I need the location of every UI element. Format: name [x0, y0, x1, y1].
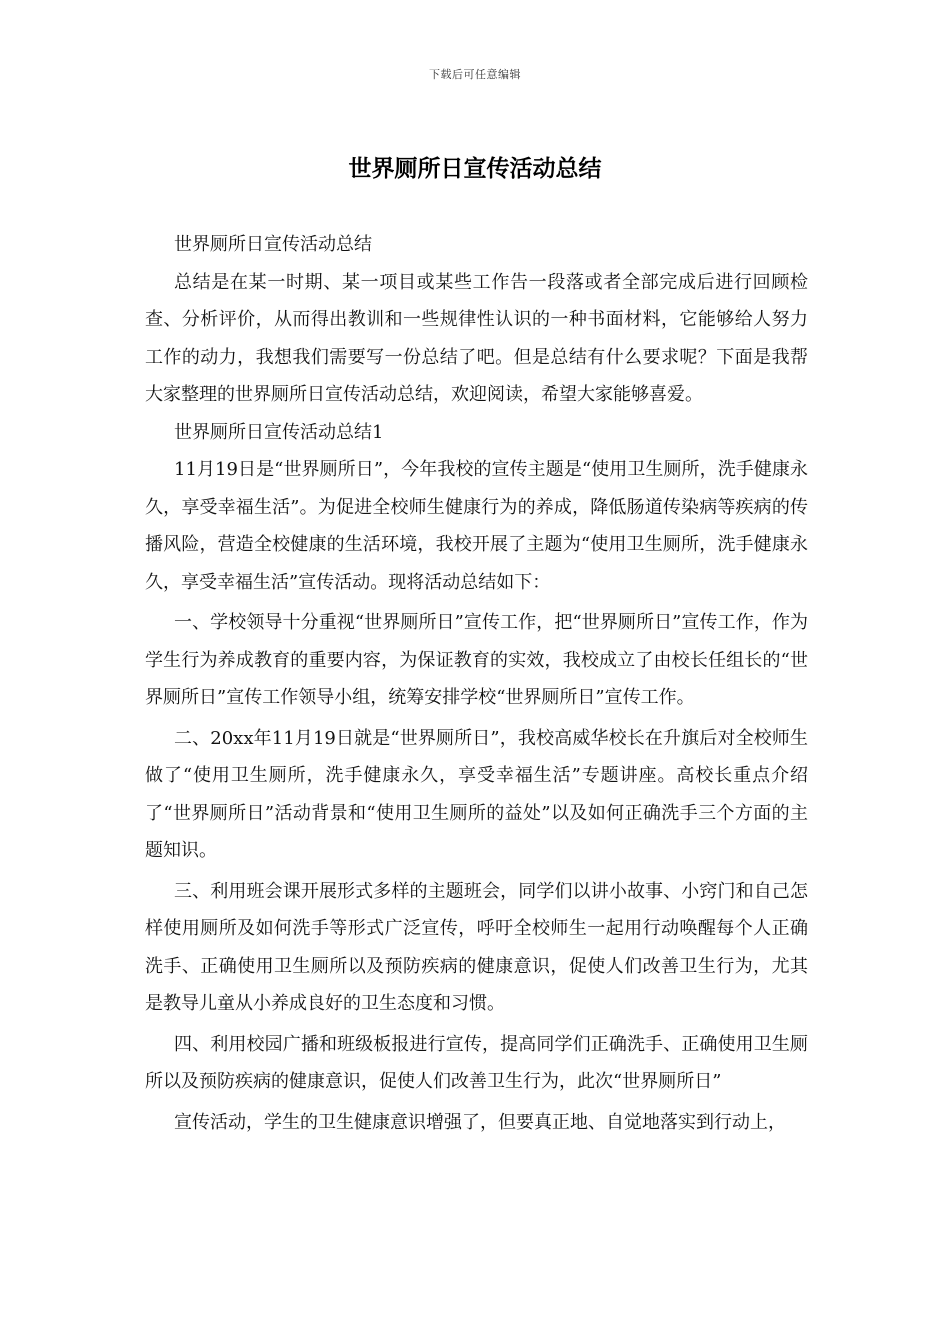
- paragraph-subtitle: 世界厕所日宣传活动总结: [174, 234, 372, 255]
- paragraph-point-2: 二、20xx年11月19日就是“世界厕所日”，我校高威华校长在升旗后对全校师生做了“使用卫生厕所，洗手健康永久，享受幸福生活”专题讲座。高校长重点介绍了“世界厕所日”活动背景和“使用卫生厕所的益处”以及如何正确洗手三个方面的主题知识。: [145, 727, 808, 861]
- paragraph-body: 11月19日是“世界厕所日”，今年我校的宣传主题是“使用卫生厕所，洗手健康永久，享受幸福生活”。为促进全校师生健康行为的养成，降低肠道传染病等疾病的传播风险，营造全校健康的生活环境，我校开展了主题为“使用卫生厕所，洗手健康永久，享受幸福生活”宣传活动。现将活动总结如下：: [145, 459, 808, 593]
- header-note: 下载后可任意编辑: [429, 68, 521, 81]
- document-title: 世界厕所日宣传活动总结: [348, 156, 602, 182]
- paragraph-continuation: 宣传活动，学生的卫生健康意识增强了，但要真正地、自觉地落实到行动上，: [174, 1111, 786, 1133]
- paragraph-point-1: 一、学校领导十分重视“世界厕所日”宣传工作，把“世界厕所日”宣传工作，作为学生行为养成教育的重要内容，为保证教育的实效，我校成立了由校长任组长的“世界厕所日”宣传工作领导小组，统筹安排学校“世界厕所日”宣传工作。: [145, 612, 808, 708]
- paragraph-section-heading: 世界厕所日宣传活动总结1: [174, 421, 384, 443]
- document-body: [145, 226, 808, 1141]
- paragraph-point-3: 三、利用班会课开展形式多样的主题班会，同学们以讲小故事、小窍门和自己怎样使用厕所及如何洗手等形式广泛宣传，呼吁全校师生一起用行动唤醒每个人正确洗手、正确使用卫生厕所以及预防疾病的健康意识，促使人们改善卫生行为，尤其是教导儿童从小养成良好的卫生态度和习惯。: [145, 880, 808, 1014]
- paragraph-intro: 总结是在某一时期、某一项目或某些工作告一段落或者全部完成后进行回顾检查、分析评价，从而得出教训和一些规律性认识的一种书面材料，它能够给人努力工作的动力，我想我们需要写一份总结了吧。但是总结有什么要求呢？下面是我帮大家整理的世界厕所日宣传活动总结，欢迎阅读，希望大家能够喜爱。: [145, 271, 808, 405]
- paragraph-point-4: 四、利用校园广播和班级板报进行宣传，提高同学们正确洗手、正确使用卫生厕所以及预防疾病的健康意识，促使人们改善卫生行为，此次“世界厕所日”: [145, 1033, 808, 1092]
